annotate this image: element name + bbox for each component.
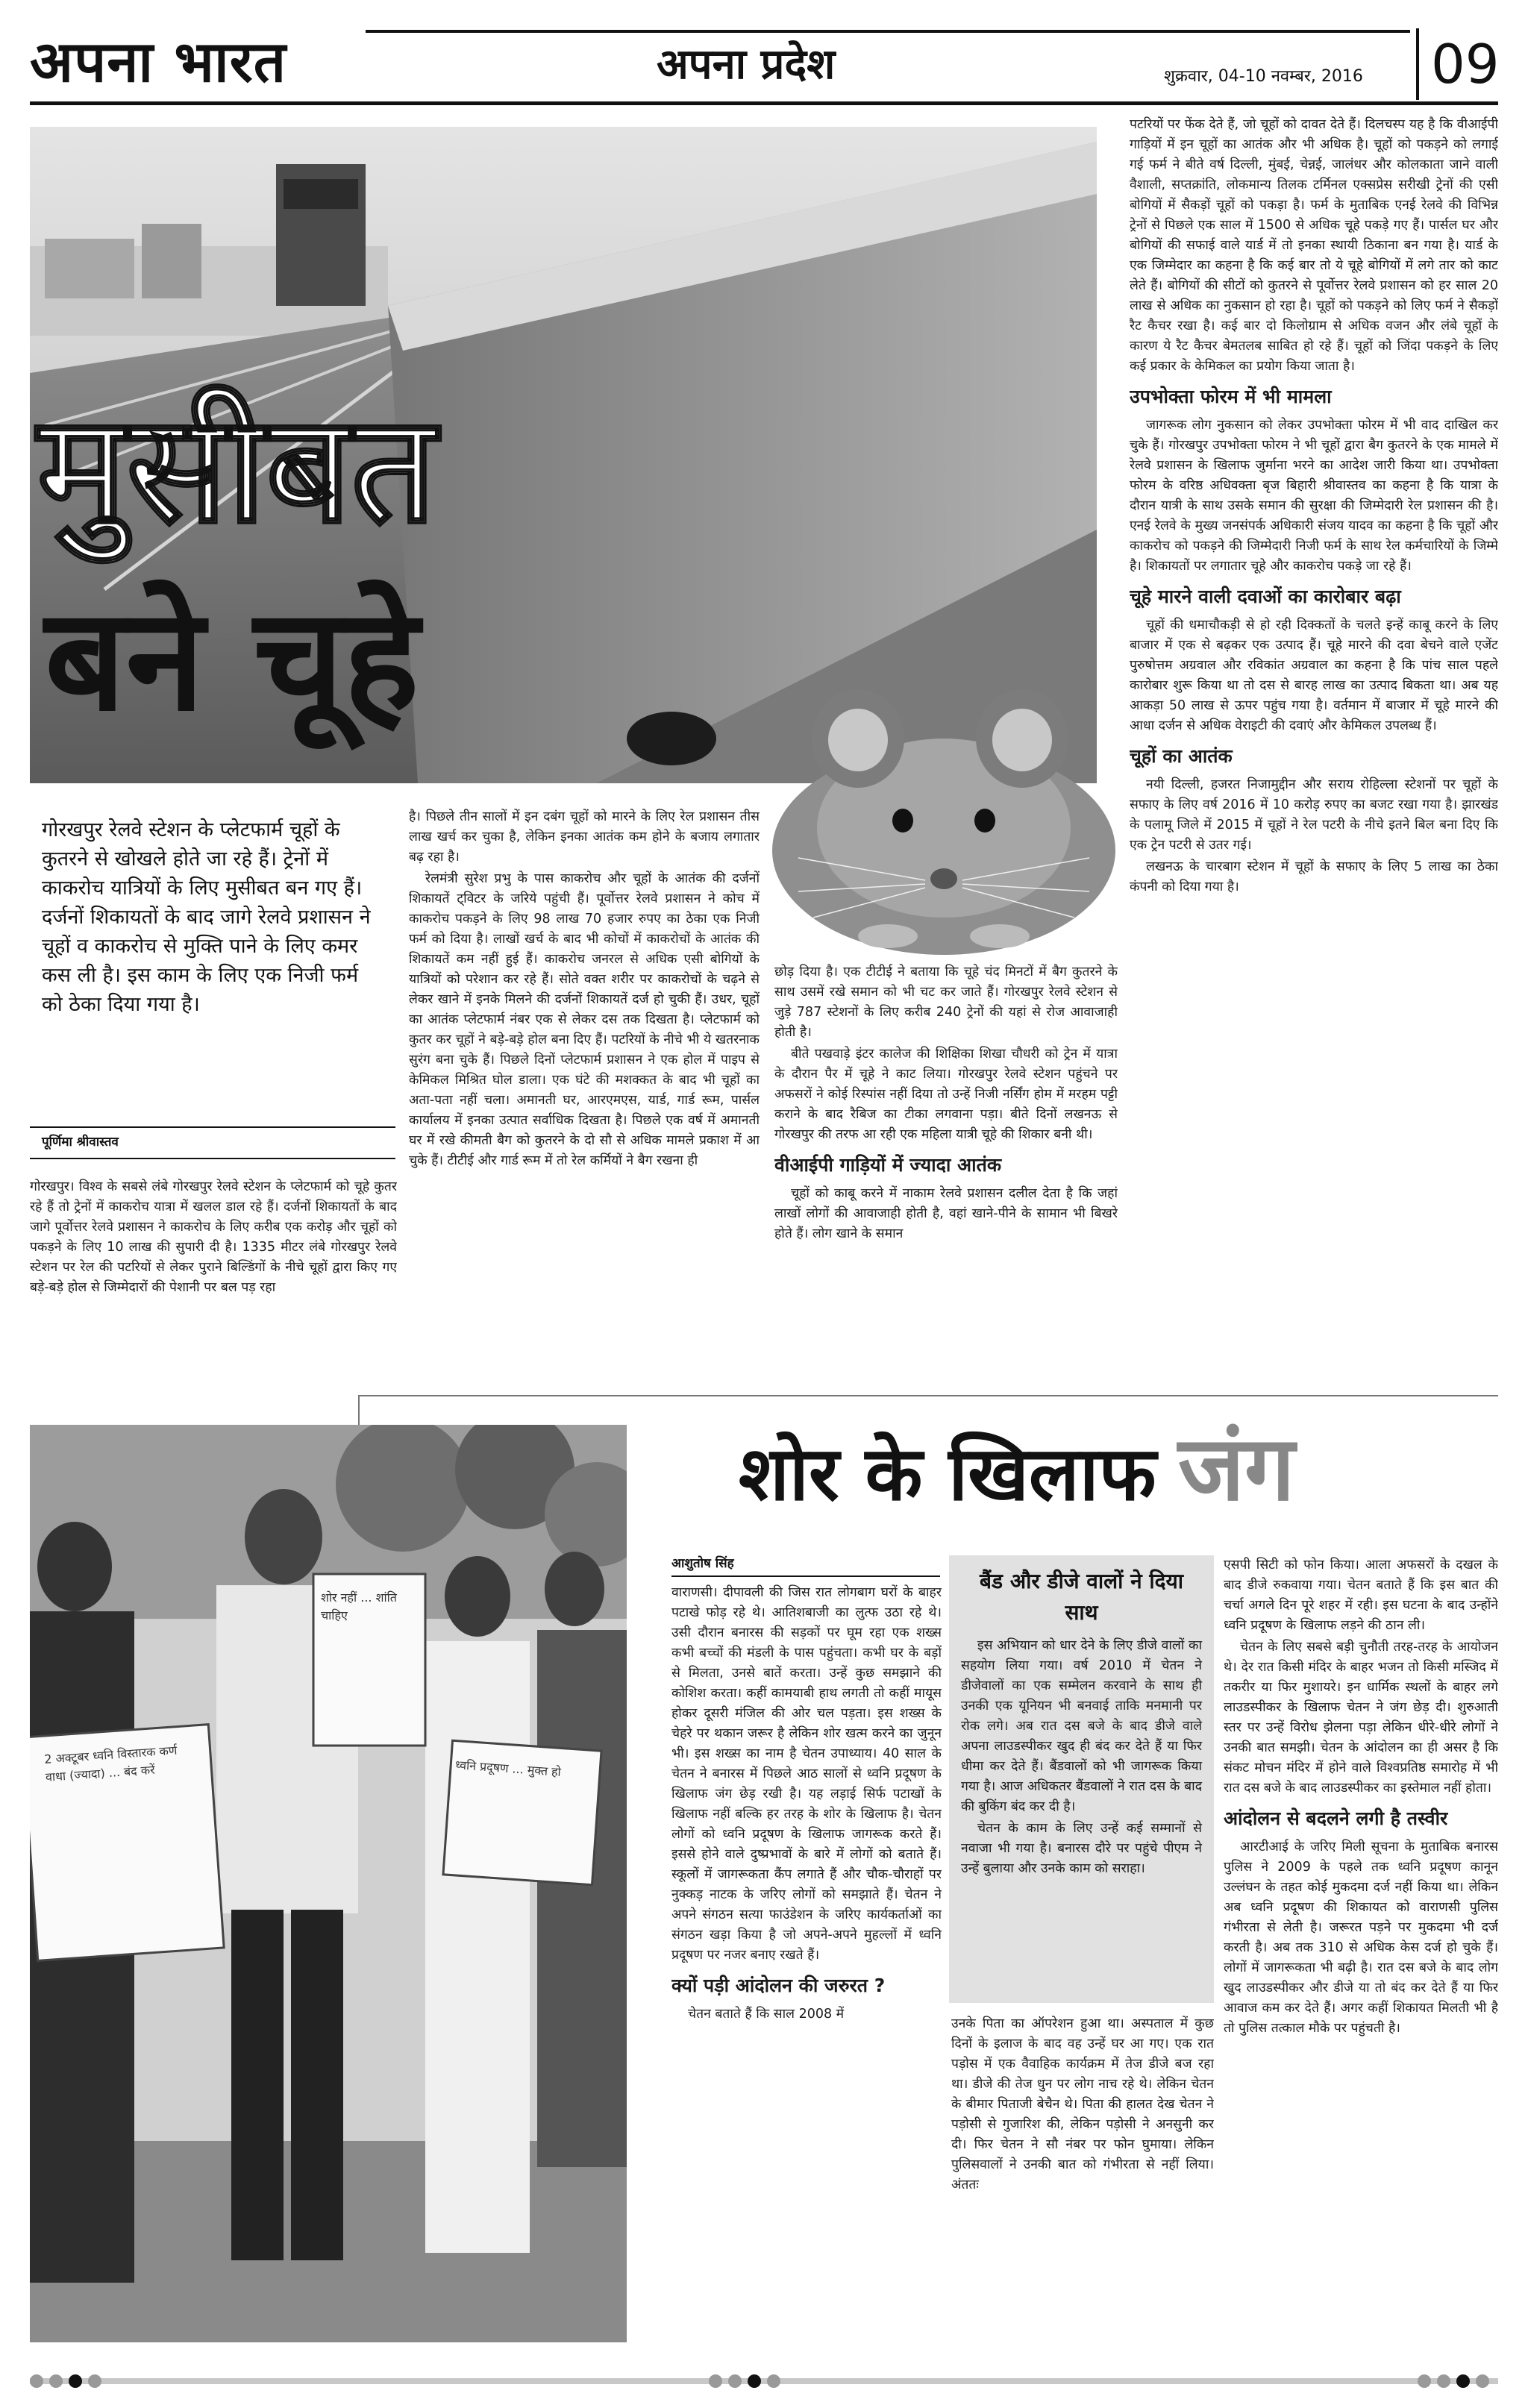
story2-column-3: एसपी सिटी को फोन किया। आला अफसरों के दखल के बाद डीजे रुकवाया गया। चेतन बताते हैं कि इस बात की चर्चा अगले दिन पूरे शहर में रही। इस घटना के बाद उन्होंने ध्वनि प्रदूषण के खिलाफ लड़ने की ठान ली। चेतन के लिए सबसे बड़ी चुनौती तरह-तरह के आयोजन थे। देर रात किसी मंदिर के बाहर भजन तो किसी मस्जिद में तकरीर या फिर मुशायरे। इन धार्मिक स्थलों के बाहर लगे लाउडस्पीकर के खिलाफ चेतन ने जंग छेड़ दी। शुरुआती स्तर पर उन्हें विरोध झेलना पड़ा लेकिन धीरे-धीरे लोगों ने उनकी बात समझी। चेतन के आंदोलन का ही असर है कि संकट मोचन मंदिर में होने वाले विश्वप्रतिष्ठ समारोह में भी रात दस बजे के बाद लाउडस्पीकर का इस्तेमाल नहीं होता। आंदोलन से बदलने लगी है तस्वीर आरटीआई के जरिए मिली सूचना के मुताबिक बनारस पुलिस ने 2009 के पहले तक ध्वनि प्रदूषण कानून उल्लंघन के तहत कोई मुकदमा दर्ज नहीं किया था। लेकिन अब ध्वनि प्रदूषण की शिकायत को वाराणसी पुलिस गंभीरता से लेती है। जरूरत पड़ने पर मुकदमा भी दर्ज करती है। अब तक 310 से अधिक केस दर्ज हो चुके हैं। लोगों में जागरूकता भी बढ़ी है। रात दस बजे के बाद लोग खुद लाउडस्पीकर और डीजे या तो बंद कर देते हैं या फिर आवाज कम कर देते हैं। अगर कहीं शिकायत मिलती भी है तो पुलिस तत्काल मौके पर पहुंचती है। (1224, 1558, 1498, 2036)
protest-photo (30, 1425, 627, 2342)
footer-dot (709, 2374, 722, 2388)
story1-column-3: छोड़ दिया है। एक टीटीई ने बताया कि चूहे चंद मिनटों में बैग कुतरने के साथ उसमें रखे समान को भी चट कर जाते हैं। गोरखपुर रेलवे स्टेशन से जुड़े 787 स्टेशनों के लिए करीब 240 ट्रेनों की यहां से रोज आवाजाही होती है। बीते पखवाड़े इंटर कालेज की शिक्षिका शिखा चौधरी को ट्रेन में यात्रा के दौरान पैर में चूहे ने काट लिया। गोरखपुर रेलवे स्टेशन पहुंचने पर अफसरों ने कोई रिस्पांस नहीं दिया तो उन्हें निजी नर्सिंग होम में मरहम पट्टी कराने के बाद रैबिज का टीका लगवाना पड़ा। बीते दिनों लखनऊ से गोरखपुर की तरफ आ रही एक महिला यात्री चूहे की शिकार बनी थी। वीआईपी गाड़ियों में ज्यादा आतंक चूहों को काबू करने में नाकाम रेलवे प्रशासन दलील देता है कि जहां लाखों लोगों की आवाजाही होती है, वहां खाने-पीने के सामान भी बिखरे होते हैं। लोग खाने के समान (774, 965, 1118, 1241)
placard-middle-text: शोर नहीं ... शांति चाहिए (321, 1590, 397, 1622)
section-title: अपना प्रदेश (657, 40, 836, 89)
footer-dot (748, 2374, 761, 2388)
footer-dot (88, 2374, 101, 2388)
headline-line-1: मुसीबत (37, 383, 436, 556)
paper-name: अपना भारत (30, 28, 287, 95)
footer-dots-center (709, 2374, 780, 2388)
story1-column-2: है। पिछले तीन सालों में इन दबंग चूहों को मारने के लिए रेल प्रशासन तीस लाख खर्च कर चुका है, लेकिन इनका आतंक कम होने के बजाय लगातार बढ़ रहा है। रेलमंत्री सुरेश प्रभु के पास काकरोच और चूहों के आतंक की दर्जनों शिकायतें ट्विटर के जरिये पहुंची हैं। पूर्वोत्तर रेलवे प्रशासन ने कोच में काकरोच पकड़ने के लिए 98 लाख 70 हजार रुपए का ठेका एक निजी फर्म को दिया है। लाखों खर्च के बाद भी कोचों में काकरोचों के आतंक की शिकायतें कम नहीं हुई हैं। काकरोच जनरल से अधिक एसी बोगियों के यात्रियों को परेशान कर रहे हैं। सोते वक्त शरीर पर काकरोचों के चढ़ने से लेकर खाने में इनके मिलने की दर्जनों शिकायतें दर्ज हो चुकी हैं। उधर, चूहों का आतंक प्लेटफार्म नंबर एक से लेकर दस तक दिखता है। प्लेटफार्म को कुतर कर चूहों ने बड़े-बड़े होल बना दिए हैं। पटरियों के नीचे भी ये खतरनाक सुरंग बना चुके हैं। पिछले दिनों प्लेटफार्म प्रशासन ने एक होल में पाइप से केमिकल मिश्रित घोल डाला। एक घंटे की मशक्कत के बाद भी चूहों का अता-पता नहीं चला। अमानती घर, आरएमएस, यार्ड, गार्ड रूम, पार्सल कार्यालय में इनका उत्पात सर्वाधिक दिखता है। पिछले एक वर्ष में अमानती घर में रखे कीमती बैग को कुतरने के दो सौ से अधिक मामले प्रकाश में आ चुके हैं। टीटीई और गार्ड रूम में तो रेल कर्मियों ने बैग रखना ही (409, 809, 760, 1168)
footer-dot (49, 2374, 63, 2388)
headline-line-2: बने चूहे (45, 577, 419, 742)
story2-column-1: वाराणसी। दीपावली की जिस रात लोगबाग घरों के बाहर पटाखे फोड़ रहे थे। आतिशबाजी का लुत्फ उठा रहे थे। उसी दौरान बनारस की सड़कों पर घूम रहा एक शख्स कभी बच्चों की मंडली के पास पहुंचता। कभी घर के बड़ों से मिलता, उनसे बातें करता। उन्हें कुछ समझाने की कोशिश करता। कहीं कामयाबी हाथ लगती तो कहीं मायूस होकर दूसरी मंजिल की ओर चल पड़ता। इस शख्स के चेहरे पर थकान जरूर है लेकिन शोर खत्म करने का जुनून भी। इस शख्स का नाम है चेतन उपाध्याय। 40 साल के चेतन ने बनारस में पिछले आठ सालों से ध्वनि प्रदूषण के खिलाफ जंग छेड़ रखी है। यह लड़ाई सिर्फ पटाखों के खिलाफ नहीं बल्कि हर तरह के शोर के खिलाफ है। चेतन लोगों को ध्वनि प्रदूषण के खिलाफ जागरूक करते हैं। इससे होने वाले दुष्प्रभावों के बारे में लोगों को बताते हैं। स्कूलों में जागरूकता कैंप लगाते हैं और चौक-चौराहों पर नुक्कड़ नाटक के जरिए लोगों को समझाते हैं। चेतन ने अपने संगठन सत्या फाउंडेशन के जरिए कार्यकर्ताओं का संगठन खड़ा किया है जो अपने-अपने मुहल्लों में ध्वनि प्रदूषण पर नजर बनाए रखते हैं। क्यों पड़ी आंदोलन की जरुरत ? चेतन बताते हैं कि साल 2008 में (671, 1585, 942, 2022)
footer-dot (69, 2374, 82, 2388)
story2-subhead-change: आंदोलन से बदलने लगी है तस्वीर (1224, 1807, 1448, 1829)
story1-subhead-forum: उपभोक्ता फोरम में भी मामला (1130, 386, 1332, 407)
placard-left-text: 2 अक्टूबर ध्वनि विस्तारक कर्ण वाधा (ज्यादा) ... बंद करें (43, 1743, 178, 1784)
story2-sidebar-box (949, 1555, 1214, 2003)
footer-dot (728, 2374, 742, 2388)
footer-dot (1476, 2374, 1489, 2388)
story1-intro: गोरखपुर रेलवे स्टेशन के प्लेटफार्म चूहों के कुतरने से खोखले होते जा रहे हैं। ट्रेनों में काकरोच यात्रियों के लिए मुसीबत बन गए हैं। दर्जनों शिकायतों के बाद जागे रेलवे प्रशासन ने चूहों व काकरोच से मुक्ति पाने के लिए कमर कस ली है। इस काम के लिए एक निजी फर्म को ठेका दिया गया है। (42, 818, 371, 1016)
story1-subhead-vip: वीआईपी गाड़ियों में ज्यादा आतंक (774, 1154, 1002, 1176)
story1-subhead-business: चूहे मारने वाली दवाओं का कारोबार बढ़ा (1130, 586, 1401, 607)
story1-column-4: पटरियों पर फेंक देते हैं, जो चूहों को दावत देते हैं। दिलचस्प यह है कि वीआईपी गाड़ियों में इन चूहों का आतंक और भी अधिक है। चूहों को पकड़ने को लगाई गई फर्म ने बीते वर्ष दिल्ली, मुंबई, चेन्नई, जालंधर और कोलकाता जाने वाली वैशाली, सप्तक्रांति, लोकमान्य तिलक टर्मिनल एक्सप्रेस सरीखी ट्रेनों की एसी बोगियों में सैकड़ों चूहों को पकड़ा है। फर्म के मुताबिक एनई रेलवे की विभिन्न ट्रेनों से पिछले एक साल में 1500 से अधिक चूहे पकड़े गए हैं। पार्सल घर और बोगियों की सफाई वाले यार्ड में तो इनका स्थायी ठिकाना बन गया है। यार्ड के एक जिम्मेदार का कहना है कि कई बार तो ये चूहे बोगियों में लगे तार को काट लेते हैं। बोगियों की सीटों को कुतरने से पूर्वोत्तर रेलवे प्रशासन को हर साल 20 लाख से अधिक का नुकसान हो रहा है। चूहों को पकड़ने को लिए फर्म ने सैकड़ों रैट कैचर रखा है। कई बार दो किलोग्राम से अधिक वजन और लंबे चूहों के कारण ये रैट कैचर बेमतलब साबित हो रहे हैं। चूहों को जिंदा पकड़ने के लिए कई प्रकार के केमिकल का प्रयोग किया जाता है। उपभोक्ता फोरम में भी मामला जागरूक लोग नुकसान को लेकर उपभोक्ता फोरम में भी वाद दाखिल कर चुके हैं। गोरखपुर उपभोक्ता फोरम ने भी चूहों द्वारा बैग कुतरने के एक मामले में रेलवे प्रशासन के खिलाफ जुर्माना भरने का आदेश जारी किया था। उपभोक्ता फोरम के वरिष्ठ अधिवक्ता बृज बिहारी श्रीवास्तव का कहना है कि यात्रा के दौरान यात्री के साथ उसके समान की सुरक्षा की जिम्मेदारी रेल प्रशासन की है। एनई रेलवे के मुख्य जनसंपर्क अधिकारी संजय यादव का कहना है कि चूहों और काकरोच को पकड़ने की जिम्मेदारी निजी फर्म के साथ रेल कर्मचारियों के जिम्मे है। शिकायतों पर लगातार चूहे और काकरोच पकड़े जा रहे हैं। चूहे मारने वाली दवाओं का कारोबार बढ़ा चूहों की धमाचौकड़ी से हो रही दिक्कतों के चलते इन्हें काबू करने के लिए बाजार में एक से बढ़कर एक उत्पाद हैं। चूहे मारने की दवा बेचने वाले एजेंट पुरुषोत्तम अग्रवाल और रविकांत अग्रवाल का कहना है कि पांच साल पहले कारोबार शुरू किया था तो दस से बारह लाख का उत्पाद बिकता था। अब यह आकड़ा 50 लाख से ऊपर पहुंच गया है। वर्तमान में बाजार में चूहे मारने की आधा दर्जन से अधिक वेराइटी की दवाएं और केमिकल उपलब्ध हैं। चूहों का आतंक नयी दिल्ली, हजरत निजामुद्दीन और सराय रोहिल्ला स्टेशनों पर चूहों के सफाए के लिए वर्ष 2016 में 10 करोड़ रुपए का बजट रखा गया है। झारखंड के पलामू जिले में 2015 में चूहों ने रेल पटरी के नीचे इतने बिल बना दिए कि एक ट्रेन पटरी से उतर गई। लखनऊ के चारबाग स्टेशन में चूहों के सफाए के लिए 5 लाख का ठेका कंपनी को दिया गया है। (1130, 117, 1498, 894)
rat-photo (754, 671, 1127, 955)
footer-dots-right (1418, 2374, 1489, 2388)
story1-subhead-terror: चूहों का आतंक (1130, 745, 1233, 767)
story1-column-1: गोरखपुर। विश्व के सबसे लंबे गोरखपुर रेलवे स्टेशन के प्लेटफार्म को चूहे कुतर रहे हैं तो ट्रेनों में काकरोच यात्रा में खलल डाल रहे हैं। दर्जनों शिकायतों के बाद जागे पूर्वोत्तर रेलवे प्रशासन ने काकरोच के लिए करीब एक करोड़ और चूहों को पकड़ने के लिए 10 लाख की सुपारी दी है। 1335 मीटर लंबे गोरखपुर रेलवे स्टेशन पर रेल की पटरियों से लेकर पुराने बिल्डिंगों के नीचे चूहों द्वारा किए गए बड़े-बड़े होल से जिम्मेदारों की पेशानी पर बल पड़ रहा (30, 1179, 397, 1295)
sidebar-box-para-2: चेतन के काम के लिए उन्हें कई सम्मानों से नवाजा भी गया है। बनारस दौरे पर पहुंचे पीएम ने उन्हें बुलाया और उनके काम को सराहा। (961, 1821, 1202, 1876)
issue-date: शुक्रवार, 04-10 नवम्बर, 2016 (1164, 67, 1363, 86)
story2-subhead-why: क्यों पड़ी आंदोलन की जरुरत ? (671, 1975, 886, 1996)
placard-right-text: ध्वनि प्रदूषण ... मुक्त हो (454, 1758, 562, 1779)
story2-byline: आशुतोष सिंह (671, 1556, 734, 1571)
protest-scene-image (30, 1425, 627, 2342)
footer-dots-left (30, 2374, 101, 2388)
footer-dot (767, 2374, 780, 2388)
masthead (0, 0, 1528, 104)
sidebar-box-para-1: इस अभियान को धार देने के लिए डीजे वालों का सहयोग लिया गया। वर्ष 2010 में चेतन ने डीजेवालों का एक सम्मेलन करवाने के साथ ही उनकी एक यूनियन भी बनवाई ताकि मनमानी पर रोक लगे। अब रात दस बजे के बाद डीजे वाले अपना लाउडस्पीकर खुद ही बंद कर देते हैं या फिर धीमा कर देते हैं। बैंडवालों को भी जागरूक किया गया है। आज अधिकतर बैंडवालों ने रात दस के बाद की बुकिंग बंद कर दी है। (961, 1638, 1202, 1814)
sidebar-box-title: बैंड और डीजे वालों ने दिया साथ (979, 1569, 1184, 1625)
story1-byline: पूर्णिमा श्रीवास्तव (42, 1135, 119, 1150)
rat-image (754, 671, 1127, 955)
footer-dot (30, 2374, 43, 2388)
footer-dot (1456, 2374, 1470, 2388)
footer-dot (1437, 2374, 1450, 2388)
story2-column-2: उनके पिता का ऑपरेशन हुआ था। अस्पताल में कुछ दिनों के इलाज के बाद वह उन्हें घर आ गए। एक रात पड़ोस में एक वैवाहिक कार्यक्रम में तेज डीजे बज रहा था। डीजे की तेज धुन पर लोग नाच रहे थे। लेकिन चेतन के बीमार पिताजी बेचैन थे। पिता की हालत देख चेतन ने पड़ोसी से गुजारिश की, लेकिन पड़ोसी ने अनसुनी कर दी। फिर चेतन ने सौ नंबर पर फोन घुमाया। लेकिन पुलिसवालों ने उनकी बात को गंभीरता से नहीं लिया। अंततः (951, 2016, 1214, 2192)
story2-headline-b: जंग (1177, 1417, 1295, 1521)
footer-dot (1418, 2374, 1431, 2388)
story2-headline-a: शोर के खिलाफ (739, 1430, 1156, 1517)
story2-headline (739, 1417, 1294, 1529)
page-number: 09 (1431, 33, 1500, 95)
